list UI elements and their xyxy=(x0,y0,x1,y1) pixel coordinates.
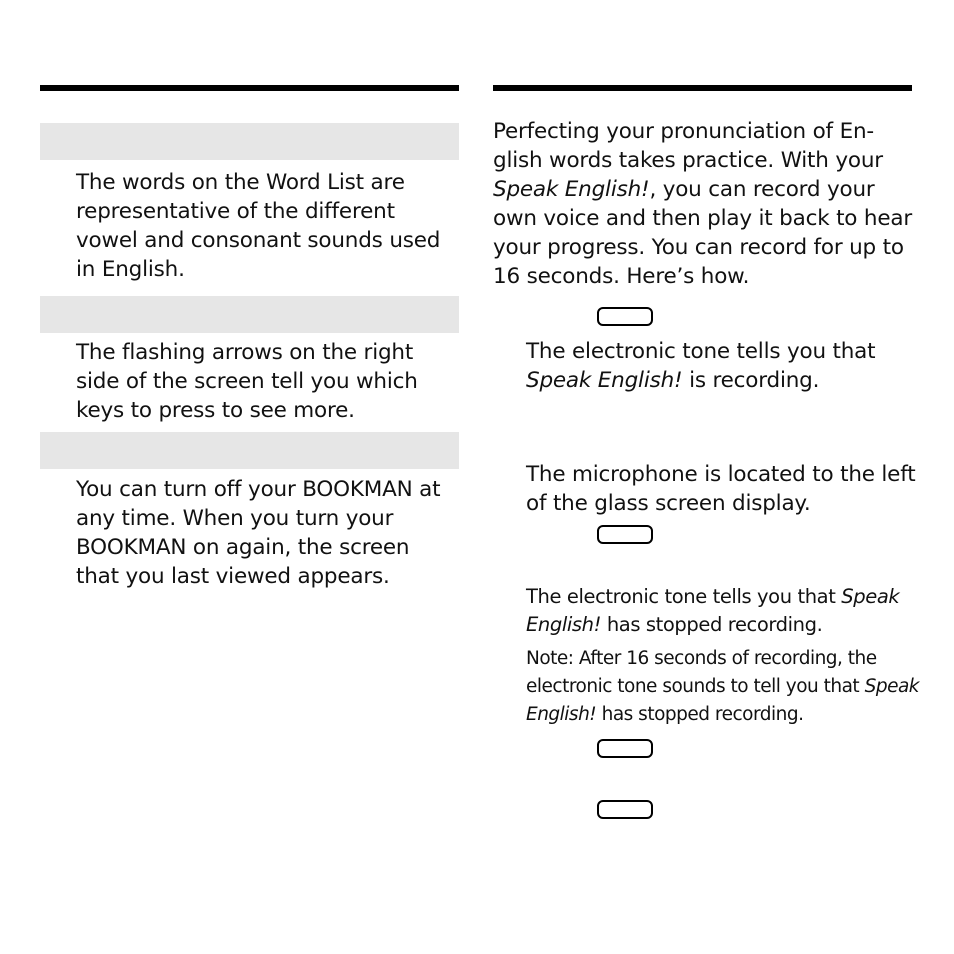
word-list-paragraph: The words on the Word List are representative of the different vowel and consonant sounds used in English. xyxy=(76,170,441,282)
intro-text-2: , you can record your own voice and then play it back to hear your progress. You can record for up to 16 seconds. Here’s how. xyxy=(493,177,912,289)
step1-text-a: The electronic tone tells you that xyxy=(526,339,876,364)
note-text-b: has stopped recording. xyxy=(596,704,804,725)
step3-product-name: Speak English! xyxy=(526,585,900,636)
right-header-rule xyxy=(493,85,912,91)
flashing-arrows-paragraph: The flashing arrows on the right side of the screen tell you which keys to press to see more. xyxy=(76,340,418,423)
listen-key-icon xyxy=(597,800,653,819)
step3-text-a: The electronic tone tells you that xyxy=(526,585,842,608)
note-paragraph xyxy=(526,645,921,729)
intro-paragraph xyxy=(493,117,918,291)
step2-paragraph: The microphone is located to the left of the glass screen display. xyxy=(526,462,916,516)
step1-product-name: Speak English! xyxy=(526,368,683,393)
playback-key-icon xyxy=(597,739,653,758)
record-key-icon xyxy=(597,307,653,326)
section-band-3 xyxy=(40,432,459,469)
section-band-2 xyxy=(40,296,459,333)
intro-product-name: Speak English! xyxy=(493,177,650,202)
intro-text-1: Perfecting your pronunciation of En-glish words takes practice. With your xyxy=(493,119,883,173)
note-product-name: Speak English! xyxy=(526,676,919,725)
note-text-a: Note: After 16 seconds of recording, the electronic tone sounds to tell you that xyxy=(526,648,877,697)
section-band-1 xyxy=(40,123,459,160)
step3-text-b: has stopped recording. xyxy=(601,613,823,636)
step3-paragraph xyxy=(526,583,921,639)
step1-paragraph xyxy=(526,337,916,395)
left-header-rule xyxy=(40,85,459,91)
step1-text-b: is recording. xyxy=(682,368,820,393)
turn-off-paragraph: You can turn off your BOOKMAN at any time. When you turn your BOOKMAN on again, the screen that you last viewed appears. xyxy=(76,477,441,589)
stop-key-icon xyxy=(597,525,653,544)
